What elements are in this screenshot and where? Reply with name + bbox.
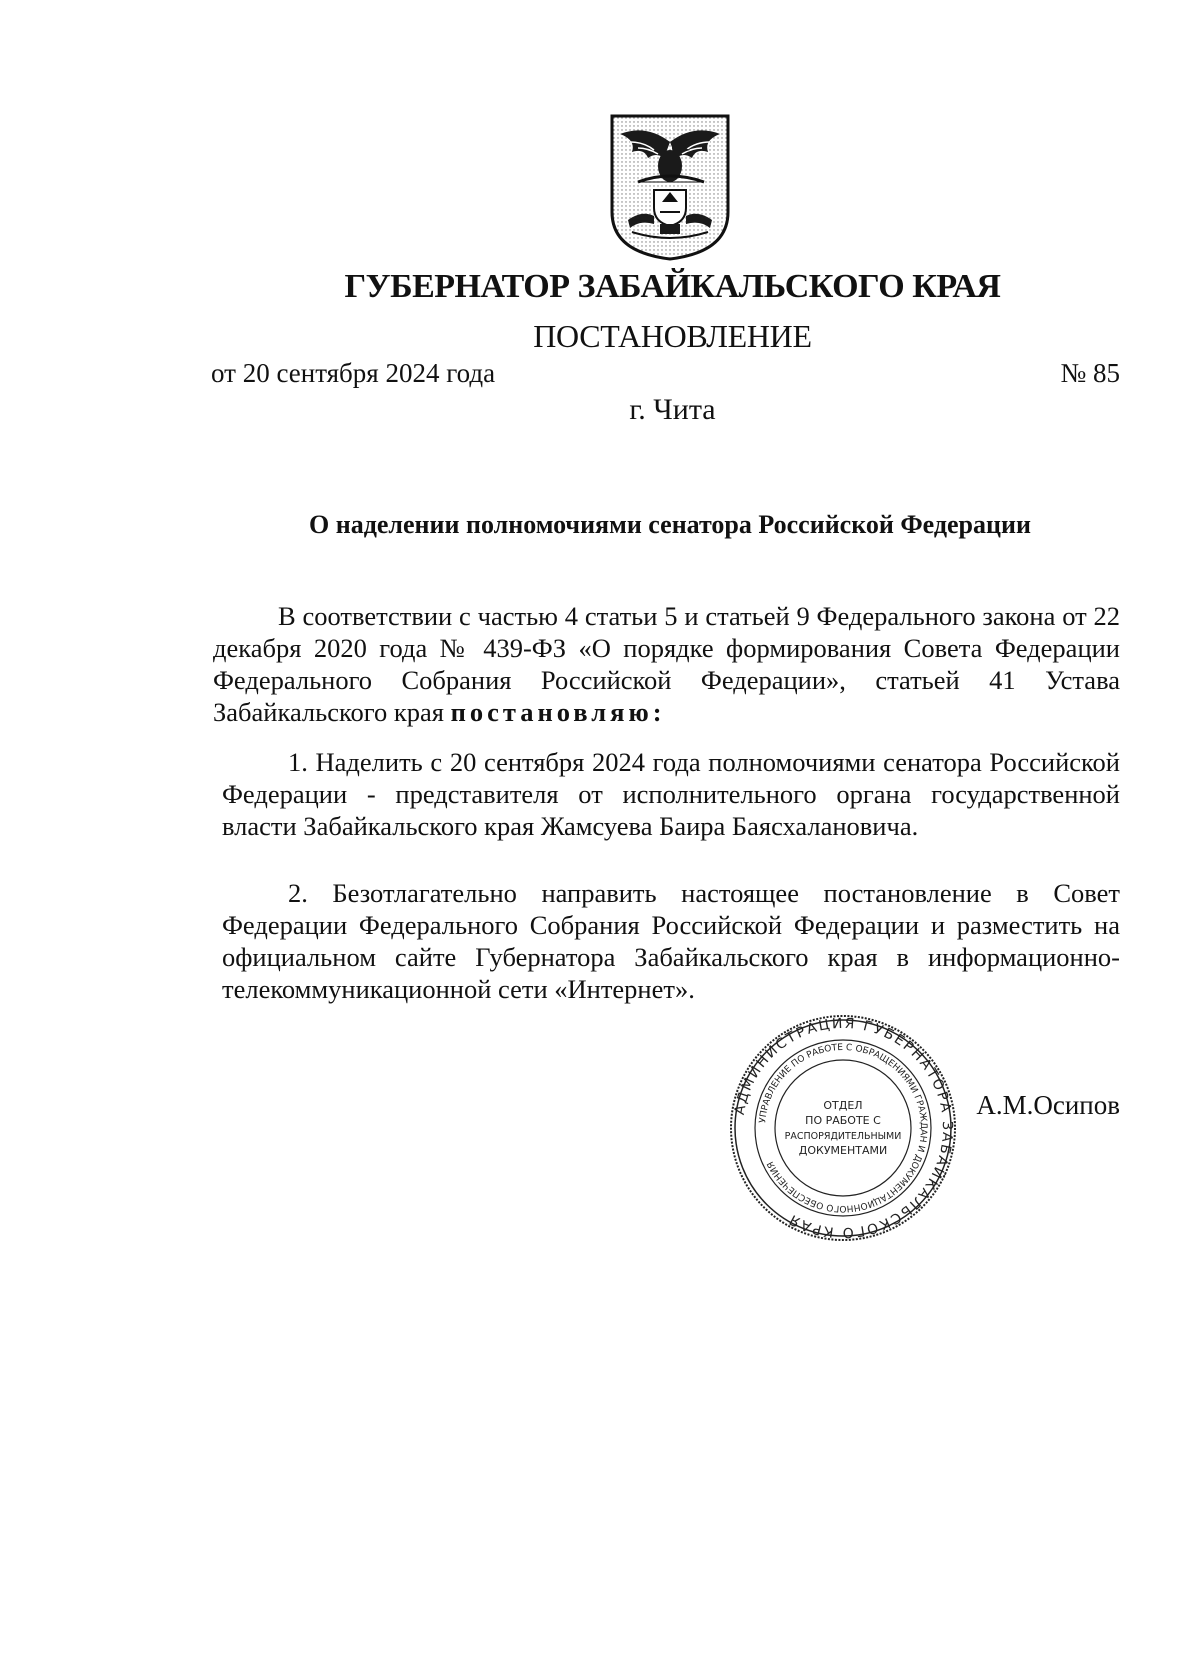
signatory-name: А.М.Осипов [976,1090,1120,1120]
coat-of-arms-icon [608,112,732,262]
document-city: г. Чита [629,393,716,426]
round-seal-stamp-icon [728,1013,958,1243]
stamp-center-line-4: ДОКУМЕНТАМИ [798,1144,888,1157]
resolution-keyword: постановляю: [450,697,666,727]
document-type: ПОСТАНОВЛЕНИЕ [533,318,812,354]
stamp-outer-text: АДМИНИСТРАЦИЯ ГУБЕРНАТОРА ЗАБАЙКАЛЬСКОГО КРАЯ [731,1015,956,1241]
stamp-center-line-2: ПО РАБОТЕ С [805,1114,881,1127]
preamble-text: В соответствии с частью 4 статьи 5 и статьей 9 Федерального закона от 22 декабря 2020 года № 439-ФЗ «О порядке формирования Совета Федерации Федерального Собрания Российской Федерации», статьей 41 Устава Забайкальского края [213,601,1120,727]
resolution-item-2: 2. Безотлагательно направить настоящее постановление в Совет Федерации Федерального Собрания Российской Федерации и разместить на официальном сайте Губернатора Забайкальского края в информационно-телекоммуникационной сети «Интернет». [222,878,1120,1004]
stamp-center-line-1: ОТДЕЛ [823,1099,863,1112]
preamble-paragraph [213,600,1120,728]
stamp-inner-ring-text: УПРАВЛЕНИЕ ПО РАБОТЕ С ОБРАЩЕНИЯМИ ГРАЖДАН И ДОКУМЕНТАЦИОННОГО ОБЕСПЕЧЕНИЯ [758,1042,929,1214]
resolution-item-1: 1. Наделить с 20 сентября 2024 года полномочиями сенатора Российской Федерации - представителя от исполнительного органа государственной власти Забайкальского края Жамсуева Баира Баясхалановича. [222,747,1120,841]
stamp-center-line-3: РАСПОРЯДИТЕЛЬНЫМИ [784,1131,902,1142]
document-date: от 20 сентября 2024 года [211,358,496,388]
document-number: № 85 [1060,358,1120,388]
organization-title: ГУБЕРНАТОР ЗАБАЙКАЛЬСКОГО КРАЯ [344,268,1001,305]
svg-text:УПРАВЛЕНИЕ ПО РАБОТЕ С ОБРАЩЕН [758,1043,928,1213]
document-subject: О наделении полномочиями сенатора Российской Федерации [309,510,1031,539]
